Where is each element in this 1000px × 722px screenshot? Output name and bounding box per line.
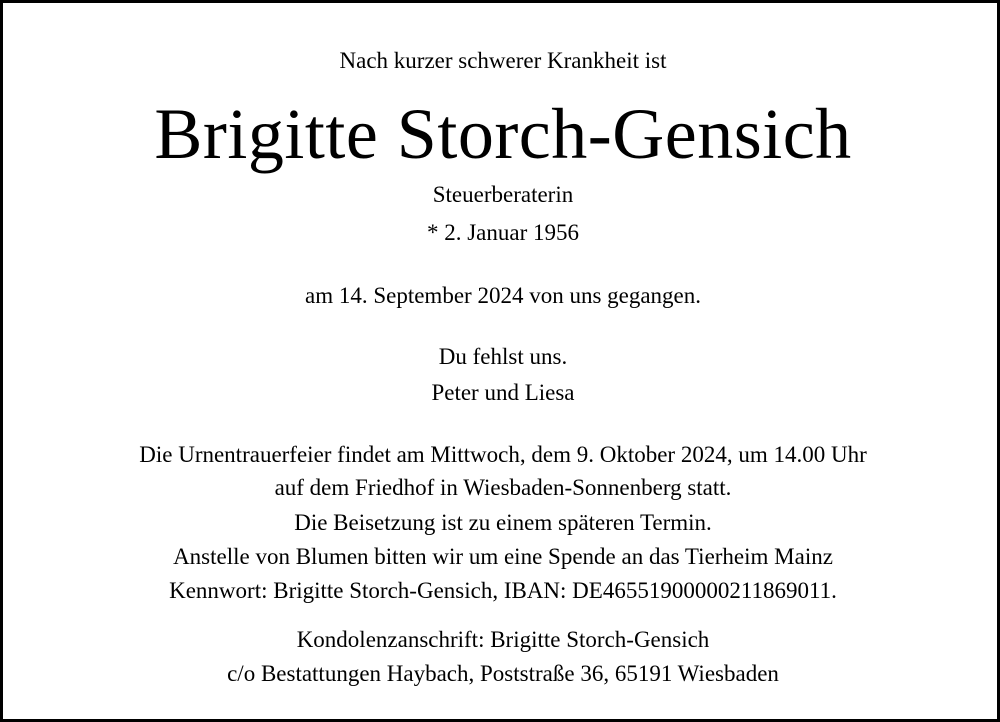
- ceremony-line: auf dem Friedhof in Wiesbaden-Sonnenberg statt.: [274, 475, 732, 500]
- ceremony-line: Kennwort: Brigitte Storch-Gensich, IBAN: DE46551900000211869011.: [169, 578, 837, 603]
- profession-text: Steuerberaterin: [432, 182, 574, 207]
- birth-date: * 2. Januar 1956: [426, 220, 580, 245]
- ceremony-line: Die Urnentrauerfeier findet am Mittwoch, dem 9. Oktober 2024, um 14.00 Uhr: [139, 442, 867, 467]
- condolence-address-line: c/o Bestattungen Haybach, Poststraße 36, 65191 Wiesbaden: [227, 661, 779, 686]
- ceremony-line: Die Beisetzung ist zu einem späteren Termin.: [294, 510, 712, 535]
- deceased-name: Brigitte Storch-Gensich: [154, 94, 852, 174]
- farewell-message: Du fehlst uns.: [438, 344, 568, 369]
- intro-text: Nach kurzer schwerer Krankheit ist: [339, 48, 667, 73]
- condolence-address-line: Kondolenzanschrift: Brigitte Storch-Gensich: [296, 627, 710, 652]
- signatories: Peter und Liesa: [431, 380, 575, 405]
- death-date-text: am 14. September 2024 von uns gegangen.: [304, 283, 702, 308]
- ceremony-line: Anstelle von Blumen bitten wir um eine Spende an das Tierheim Mainz: [173, 544, 833, 569]
